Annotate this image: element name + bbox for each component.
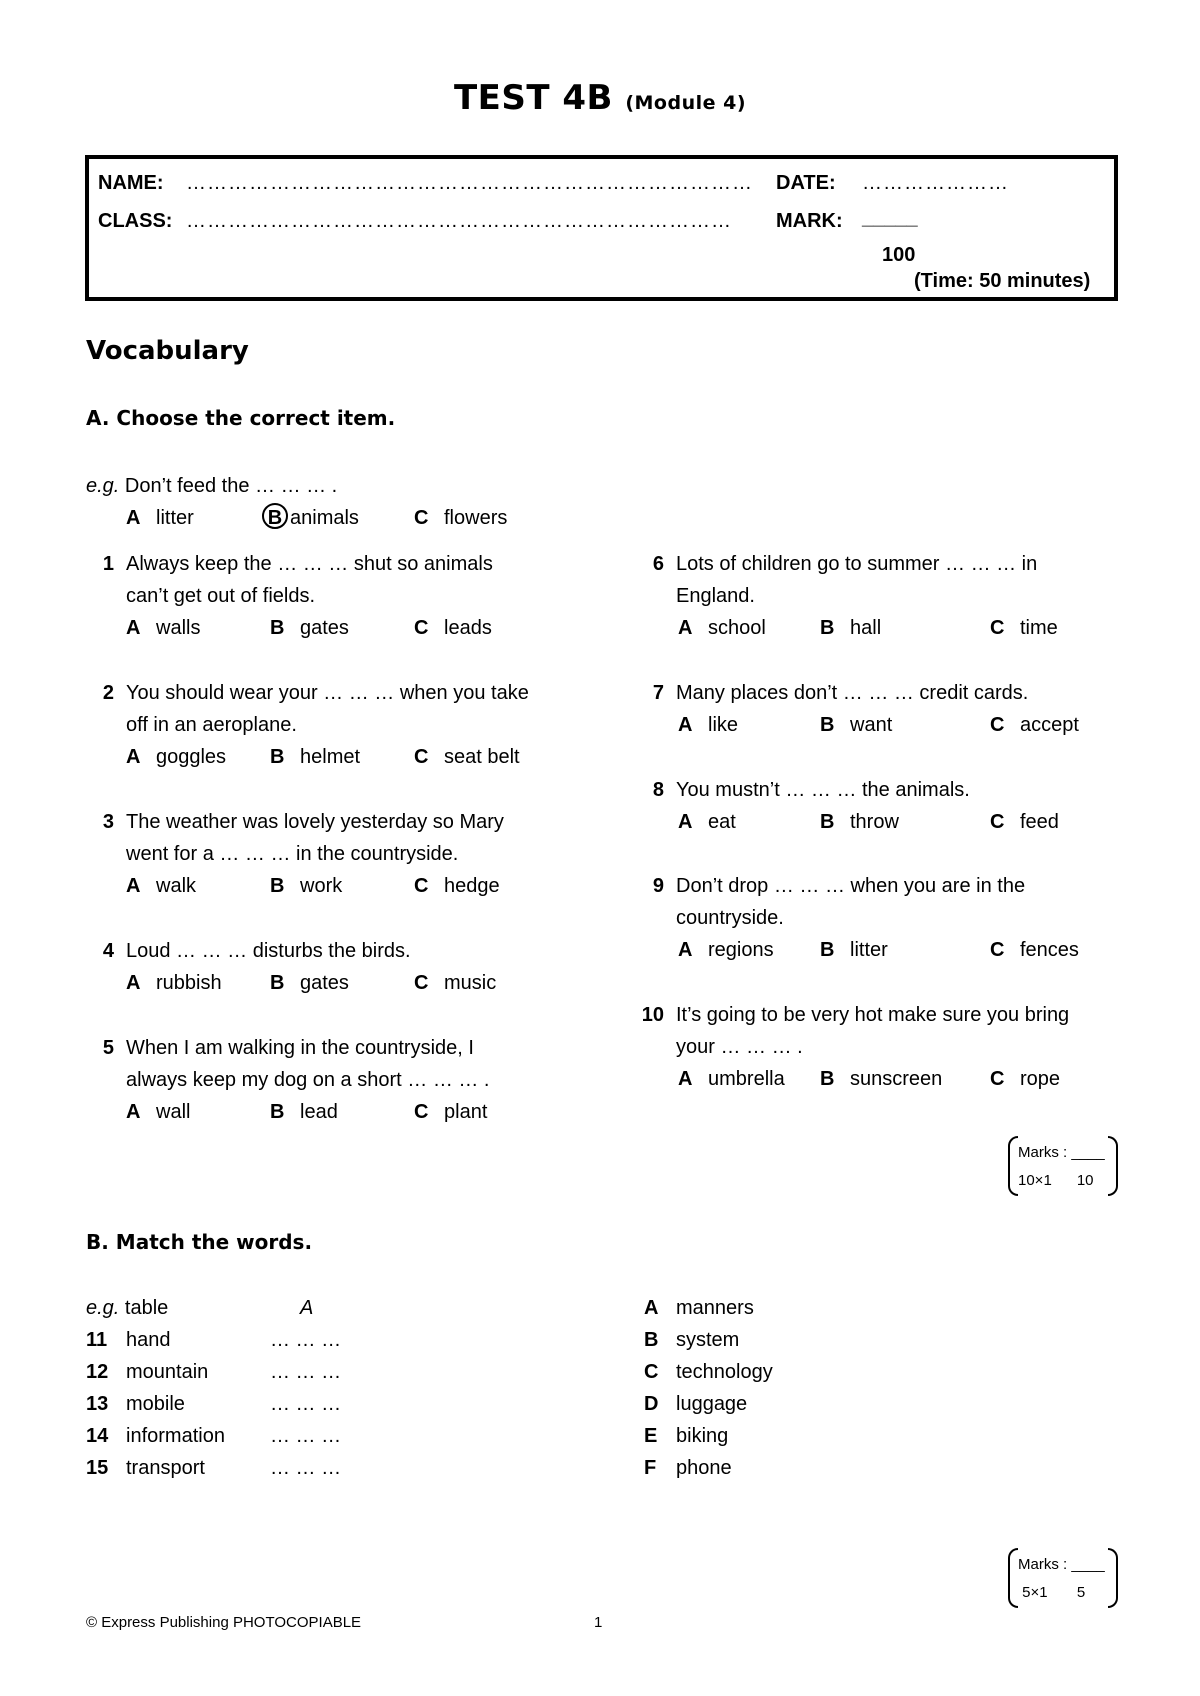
date-label: DATE: (776, 172, 836, 194)
option-text: sunscreen (850, 1068, 943, 1090)
question-8-option-c[interactable] (990, 806, 1059, 838)
question-number: 1 (102, 553, 114, 575)
question-text-line1: Loud … … … disturbs the birds. (126, 940, 411, 962)
question-text-line2: went for a … … … in the countryside. (126, 843, 459, 865)
match-left-item-15 (86, 1452, 205, 1484)
option-text: hedge (444, 875, 500, 897)
question-10-option-c[interactable] (990, 1063, 1060, 1095)
match-word: luggage (676, 1393, 748, 1415)
match-number: 13 (86, 1393, 109, 1415)
question-text-line1: Always keep the … … … shut so animals (126, 553, 493, 575)
match-word: biking (676, 1425, 729, 1447)
date-field[interactable]: ………………… (862, 172, 1009, 194)
option-text: fences (1020, 939, 1079, 961)
match-word: transport (126, 1457, 205, 1479)
option-letter: C (414, 1101, 429, 1123)
match-word: mountain (126, 1361, 209, 1383)
question-4-option-a[interactable] (126, 967, 222, 999)
option-letter: C (990, 939, 1005, 961)
question-text-line2: your … … … . (676, 1036, 803, 1058)
match-right-item-d (644, 1388, 747, 1420)
match-word: hand (126, 1329, 171, 1351)
option-text: helmet (300, 746, 361, 768)
match-left-item-12 (86, 1356, 208, 1388)
test-title (0, 78, 1200, 118)
match-right-item-f (644, 1452, 732, 1484)
marks-b-label: Marks : ____ (1018, 1556, 1105, 1573)
option-letter: A (126, 1101, 141, 1123)
question-text-line1: The weather was lovely yesterday so Mary (126, 811, 504, 833)
option-letter: C (414, 875, 429, 897)
match-word: mobile (126, 1393, 185, 1415)
match-right-item-e (644, 1420, 728, 1452)
option-text: leads (444, 617, 492, 639)
time-limit: (Time: 50 minutes) (914, 270, 1091, 292)
question-text-line1: Many places don’t … … … credit cards. (676, 682, 1029, 704)
question-9-option-b[interactable] (820, 934, 888, 966)
marks-a-label: Marks : ____ (1018, 1144, 1105, 1161)
option-letter: A (678, 811, 693, 833)
question-number: 4 (102, 940, 114, 962)
option-text: throw (850, 811, 899, 833)
question-text-line1: Don’t drop … … … when you are in the (676, 875, 1026, 897)
option-text: eat (708, 811, 736, 833)
question-7-option-a[interactable] (678, 709, 738, 741)
question-2-option-c[interactable] (414, 741, 520, 773)
match-answer-blank[interactable]: … … … (270, 1425, 342, 1447)
option-letter: A (126, 972, 141, 994)
match-number: 11 (86, 1329, 108, 1351)
circled-answer-icon: B (262, 503, 288, 529)
question-1-option-c[interactable] (414, 612, 492, 644)
question-7-option-c[interactable] (990, 709, 1079, 741)
option-letter: A (678, 1068, 693, 1090)
marks-a-calc: 10×1 10 (1018, 1172, 1094, 1189)
match-word: manners (676, 1297, 754, 1319)
option-text: walk (156, 875, 197, 897)
question-3-option-b[interactable] (270, 870, 342, 902)
name-field[interactable]: ……………………………………………………………………… (186, 172, 753, 194)
example-text: Don’t feed the … … … . (124, 475, 338, 497)
option-text: plant (444, 1101, 488, 1123)
class-field[interactable]: …………………………………………………………………… (186, 210, 732, 232)
option-text: accept (1020, 714, 1079, 736)
option-text: time (1020, 617, 1058, 639)
question-10-option-a[interactable] (678, 1063, 785, 1095)
question-8-option-a[interactable] (678, 806, 736, 838)
match-example: e.g. table (86, 1297, 169, 1319)
match-word: phone (676, 1457, 732, 1479)
match-letter: D (644, 1393, 659, 1415)
match-right-item-c (644, 1356, 773, 1388)
question-7-option-b[interactable] (820, 709, 892, 741)
name-label: NAME: (98, 172, 164, 194)
option-letter: B (820, 939, 835, 961)
match-number: 12 (86, 1361, 109, 1383)
option-letter: B (820, 1068, 835, 1090)
option-letter: A (678, 617, 693, 639)
question-text-line2: England. (676, 585, 755, 607)
question-6-option-c[interactable] (990, 612, 1058, 644)
question-3-option-c[interactable] (414, 870, 500, 902)
example-option-a[interactable]: A litter (126, 507, 194, 529)
question-number: 3 (102, 811, 114, 833)
marks-box-a (1008, 1136, 1118, 1196)
option-letter: C (990, 811, 1005, 833)
match-number: 15 (86, 1457, 109, 1479)
page-number: 1 (594, 1614, 603, 1631)
option-text: school (708, 617, 766, 639)
question-number: 6 (652, 553, 664, 575)
option-letter: B (820, 811, 835, 833)
match-answer-blank[interactable]: … … … (270, 1329, 342, 1351)
mark-total: 100 (882, 244, 916, 266)
question-text-line1: Lots of children go to summer … … … in (676, 553, 1038, 575)
question-5-option-b[interactable] (270, 1096, 338, 1128)
option-letter: C (414, 617, 429, 639)
example-label: e.g. (86, 475, 120, 497)
option-text: like (708, 714, 739, 736)
example-option-c[interactable]: C flowers (414, 507, 508, 529)
question-9-option-c[interactable] (990, 934, 1079, 966)
match-number: 14 (86, 1425, 109, 1447)
option-letter: B (270, 617, 285, 639)
option-text: hall (850, 617, 882, 639)
title-main: TEST 4B (453, 78, 613, 118)
match-letter: F (644, 1457, 657, 1479)
part-a-instruction: A. Choose the correct item. (86, 406, 396, 430)
question-text-line1: When I am walking in the countryside, I (126, 1037, 474, 1059)
option-text: walls (156, 617, 201, 639)
match-example-answer: A (300, 1297, 314, 1319)
option-letter: A (126, 875, 141, 897)
option-letter: A (126, 617, 141, 639)
option-text: regions (708, 939, 774, 961)
question-text-line1: You should wear your … … … when you take (126, 682, 529, 704)
match-left-item-11 (86, 1324, 171, 1356)
question-text-line1: It’s going to be very hot make sure you bring (676, 1004, 1070, 1026)
question-number: 5 (102, 1037, 114, 1059)
question-6-option-a[interactable] (678, 612, 766, 644)
question-2-option-a[interactable] (126, 741, 226, 773)
option-text: lead (300, 1101, 338, 1123)
option-letter: C (990, 1068, 1005, 1090)
option-text: work (300, 875, 343, 897)
option-letter: B (820, 617, 835, 639)
match-word: system (676, 1329, 740, 1351)
question-text-line1: You mustn’t … … … the animals. (676, 779, 970, 801)
question-10-option-b[interactable] (820, 1063, 942, 1095)
option-letter: B (270, 972, 285, 994)
option-letter: A (126, 746, 141, 768)
option-text: rope (1020, 1068, 1061, 1090)
question-8-option-b[interactable] (820, 806, 899, 838)
question-2-option-b[interactable] (270, 741, 360, 773)
match-answer-blank[interactable]: … … … (270, 1393, 342, 1415)
question-6-option-b[interactable] (820, 612, 881, 644)
option-letter: C (990, 617, 1005, 639)
option-text: umbrella (708, 1068, 785, 1090)
option-text: goggles (156, 746, 227, 768)
question-number: 8 (652, 779, 664, 801)
question-1-option-b[interactable] (270, 612, 349, 644)
example-option-b[interactable]: B animals (262, 502, 359, 534)
mark-field[interactable]: _____ (862, 207, 918, 229)
question-5-option-a[interactable] (126, 1096, 190, 1128)
marks-box-b (1008, 1548, 1118, 1608)
option-letter: C (990, 714, 1005, 736)
question-4-option-b[interactable] (270, 967, 349, 999)
option-text: music (444, 972, 497, 994)
match-letter: B (644, 1329, 659, 1351)
match-right-item-b (644, 1324, 739, 1356)
mark-label: MARK: (776, 210, 843, 232)
option-text: seat belt (444, 746, 520, 768)
option-letter: C (414, 972, 429, 994)
match-letter: C (644, 1361, 659, 1383)
option-letter: B (270, 1101, 285, 1123)
match-answer-blank[interactable]: … … … (270, 1457, 342, 1479)
question-4-option-c[interactable] (414, 967, 496, 999)
title-module: (Module 4) (625, 92, 747, 114)
option-letter: B (820, 714, 835, 736)
option-letter: B (270, 875, 285, 897)
class-label: CLASS: (98, 210, 173, 232)
option-letter: C (414, 746, 429, 768)
match-word: information (126, 1425, 225, 1447)
match-letter: A (644, 1297, 659, 1319)
option-letter: B (270, 746, 285, 768)
match-right-item-a (644, 1292, 754, 1324)
option-letter: A (678, 714, 693, 736)
option-text: wall (156, 1101, 191, 1123)
option-text: want (850, 714, 893, 736)
option-text: gates (300, 617, 349, 639)
example-question (86, 470, 337, 502)
marks-b-calc: 5×1 5 (1022, 1584, 1086, 1601)
question-number: 10 (641, 1004, 664, 1026)
question-5-option-c[interactable] (414, 1096, 487, 1128)
question-text-line2: always keep my dog on a short … … … . (126, 1069, 490, 1091)
copyright: © Express Publishing PHOTOCOPIABLE (86, 1614, 362, 1631)
match-left-item-14 (86, 1420, 225, 1452)
question-text-line2: can’t get out of fields. (126, 585, 316, 607)
option-text: gates (300, 972, 349, 994)
option-text: litter (850, 939, 888, 961)
match-answer-blank[interactable]: … … … (270, 1361, 342, 1383)
option-text: feed (1020, 811, 1059, 833)
question-1-option-a[interactable] (126, 612, 200, 644)
question-number: 9 (652, 875, 664, 897)
option-text: rubbish (156, 972, 222, 994)
question-3-option-a[interactable] (126, 870, 196, 902)
question-text-line2: countryside. (676, 907, 784, 929)
question-9-option-a[interactable] (678, 934, 774, 966)
vocabulary-heading: Vocabulary (86, 336, 249, 366)
part-b-instruction: B. Match the words. (86, 1230, 313, 1254)
match-word: technology (676, 1361, 773, 1383)
match-letter: E (644, 1425, 658, 1447)
match-left-item-13 (86, 1388, 185, 1420)
question-text-line2: off in an aeroplane. (126, 714, 297, 736)
question-number: 7 (652, 682, 664, 704)
question-number: 2 (102, 682, 114, 704)
option-letter: A (678, 939, 693, 961)
